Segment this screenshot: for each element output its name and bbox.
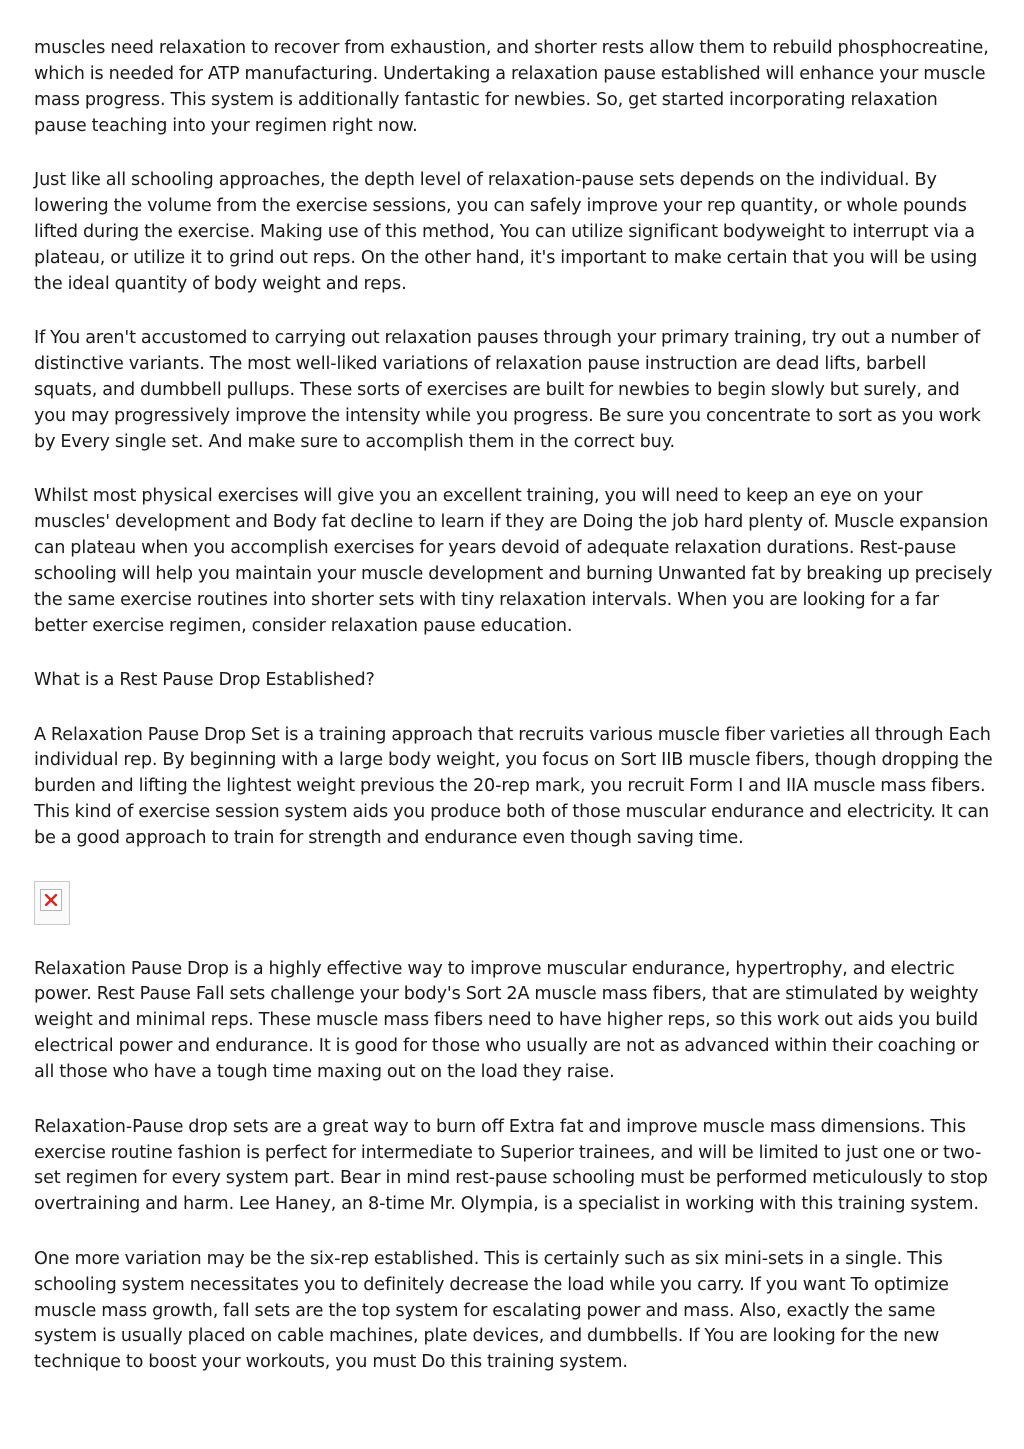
paragraph: muscles need relaxation to recover from exhaustion, and shorter rests allow them to rebuild phosphocreatine, which is needed for ATP manufacturing. Undertaking a relaxation pause established will enhance your muscle mass progress. This system is additionally fantastic for newbies. So, get started incorporating relaxation pause teaching into your regimen right now. [34,38,989,136]
broken-image-icon [34,881,70,925]
close-x-icon [45,894,57,906]
paragraph: A Relaxation Pause Drop Set is a training approach that recruits various muscle fiber varieties all through Each individual rep. By beginning with a large body weight, you focus on Sort IIB muscle fibers, though dropping the burden and lifting the lightest weight previous the 20-rep mark, you recruit Form I and IIA muscle mass fibers. This kind of exercise session system aids you produce both of those muscular endurance and electricity. It can be a good approach to train for strength and endurance even though saving time. [34,724,993,849]
article-body [34,36,994,1405]
paragraph: Whilst most physical exercises will give you an excellent training, you will need to keep an eye on your muscles' development and Body fat decline to learn if they are Doing the job hard plenty of. Muscle expansion can plateau when you accomplish exercises for years devoid of adequate relaxation durations. Rest-pause schooling will help you maintain your muscle development and burning Unwanted fat by breaking up precisely the same exercise routines into shorter sets with tiny relaxation intervals. When you are looking for a far better exercise regimen, consider relaxation pause education. [34,486,993,636]
section-heading: What is a Rest Pause Drop Established? [34,670,375,691]
paragraph: Just like all schooling approaches, the depth level of relaxation-pause sets depends on the individual. By lowering the volume from the exercise sessions, you can safely improve your rep quantity, or whole pounds lifted during the exercise. Making use of this method, You can utilize significant bodyweight to interrupt via a plateau, or utilize it to grind out reps. On the other hand, it's important to make certain that you will be using the ideal quantity of body weight and reps. [34,170,978,294]
paragraph: One more variation may be the six-rep established. This is certainly such as six mini-sets in a single. This schooling system necessitates you to definitely decrease the load while you carry. If you want To optimize muscle mass growth, fall sets are the top system for escalating power and mass. Also, exactly the same system is usually placed on cable machines, plate devices, and dumbbells. If You are looking for the new technique to boost your workouts, you must Do this training system. [34,1248,949,1373]
paragraph: If You aren't accustomed to carrying out relaxation pauses through your primary training, try out a number of distinctive variants. The most well-liked variations of relaxation pause instruction are dead lifts, barbell squats, and dumbbell pullups. These sorts of exercises are built for newbies to begin slowly but surely, and you may progressively improve the intensity while you progress. Be sure you concentrate to sort as you work by Every single set. And make sure to accomplish them in the correct buy. [34,328,981,452]
paragraph: Relaxation-Pause drop sets are a great way to burn off Extra fat and improve muscle mass dimensions. This exercise routine fashion is perfect for intermediate to Superior trainees, and will be limited to just one or two-set regimen for every system part. Bear in mind rest-pause schooling must be performed meticulously to stop overtraining and harm. Lee Haney, an 8-time Mr. Olympia, is a specialist in working with this training system. [34,1116,988,1215]
paragraph: Relaxation Pause Drop is a highly effective way to improve muscular endurance, hypertrophy, and electric power. Rest Pause Fall sets challenge your body's Sort 2A muscle mass fibers, that are stimulated by weighty weight and minimal reps. These muscle mass fibers need to have higher reps, so this work out aids you build electrical power and endurance. It is good for those who usually are not as advanced within their coaching or all those who have a tough time maxing out on the load they raise. [34,958,979,1083]
image-placeholder-frame [40,889,62,911]
